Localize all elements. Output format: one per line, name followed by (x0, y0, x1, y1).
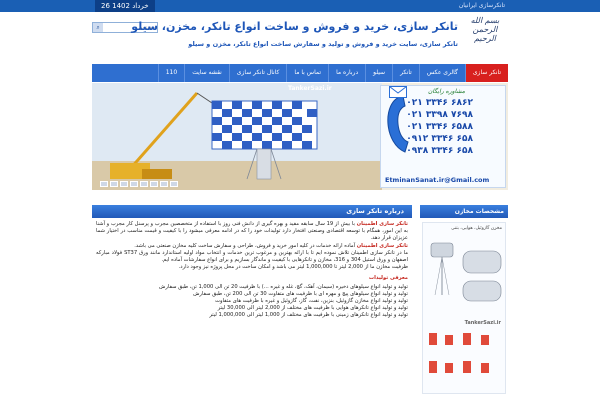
header (92, 14, 508, 66)
top-link[interactable]: تانکرسازی ایرانیان (458, 2, 505, 9)
tank-specs-ad[interactable] (422, 222, 506, 394)
slide-thumb[interactable] (120, 181, 128, 187)
sidebar-title: مشخصات مخازن (420, 205, 508, 218)
nav-item-contact[interactable]: تماس با ما (286, 64, 328, 82)
ad-heading: مخزن گازوئیل، هوایی، بتنی (451, 226, 502, 231)
search-icon[interactable]: ⌕ (93, 23, 103, 32)
phone-number[interactable]: ۰۹۱۲ ۳۳۴۶ ۶۵۸ (406, 134, 473, 144)
email-address[interactable]: EtminanSanat.ir@Gmail.com (385, 176, 490, 184)
paragraph: ظرفیت مخازن ما از 2,000 لیتر تا 1,000,000 لیتر می باشد و امکان ساخت در محل پروژه نیز وجود دارد. (178, 264, 408, 271)
list-item: تولید و تولید انواع سیلوهای پیچ و مهره ای با ظرفیت های متفاوت 30 تن الی 200 تن، طبق سفارش (193, 290, 408, 297)
nav-item-110[interactable]: 110 (158, 64, 184, 82)
slide-thumb[interactable] (160, 181, 168, 187)
list-item: تولید و تولید انواع مخازن گازوئیل، بنزین، نفت، گاز، گازوئیل و غیره با ظرفیت های متفاوت (215, 298, 408, 305)
nav-item-tanker[interactable]: تانکر (392, 64, 419, 82)
main-content (92, 205, 412, 400)
site-subtitle: تانکر سازی، سایت خرید و فروش و تولید و سفارش ساخت انواع تانکر، مخزن و سیلو (188, 40, 458, 48)
phone-list (406, 97, 473, 157)
phone-number[interactable]: ۰۲۱ ۳۳۴۶ ۶۸۶۲ (406, 98, 473, 108)
slide-thumb[interactable] (100, 181, 108, 187)
tank-illustration (423, 223, 506, 394)
nav-item-channel[interactable]: کانال تانکر سازی (229, 64, 287, 82)
nav-item-about[interactable]: درباره ما (328, 64, 365, 82)
section-title: درباره تانکر سازی (92, 205, 412, 218)
slide-thumb[interactable] (140, 181, 148, 187)
top-bar (0, 0, 600, 12)
paragraph-text: با بیش از 19 سال سابقه مفید و بهره گیری از دانش فنی روز با استفاده از متخصصین مجرب و پرسنل کار مجرب و آشنا به این امور، همگام با توسعه اقتصادی وصنعتی افتخار دارد تولیدات خود را که در ادامه معرفی میشود را با کیفیت و قیمت مناسب در اختیار شما عزیزان قرار دهد. (96, 221, 408, 242)
paragraph (96, 221, 408, 243)
ad-brand: TankerSazi.ir (464, 320, 501, 326)
slider-thumbnails (100, 181, 178, 187)
list-title: معرفی تولیدات (368, 275, 408, 282)
date-display: 26 خرداد 1402 (95, 0, 155, 12)
list-item: تولید و تولید انواع تانکرهای هوایی با ظرفیت های مختلف از 2,000 لیتر الی 30,000 لیتر (217, 305, 408, 312)
contact-card (380, 85, 506, 188)
nav-item-silo[interactable]: سیلو (365, 64, 392, 82)
email-icon (389, 86, 407, 98)
banner-slider (92, 83, 508, 190)
site-title[interactable]: تانکر سازی، خرید و فروش و ساخت انواع تانکر، مخزن، سیلو (131, 20, 458, 33)
paragraph-text: آماده ارائه خدمات در کلیه امور خرید و فروش، طراحی و سفارش ساخت کلیه مخازن صنعتی می باشد. (134, 242, 356, 249)
product-list (96, 284, 408, 320)
nav-item-gallery[interactable]: گالری عکس (419, 64, 465, 82)
main-nav (92, 64, 508, 82)
phone-icon (381, 92, 411, 156)
nav-item-tanker-sazi[interactable]: تانکر سازی (465, 64, 508, 82)
slide-thumb[interactable] (150, 181, 158, 187)
slide-thumb[interactable] (130, 181, 138, 187)
slide-thumb[interactable] (170, 181, 178, 187)
phone-number[interactable]: ۰۲۱ ۳۳۴۶ ۶۵۸۸ (406, 122, 473, 132)
phone-number[interactable]: ۰۲۱ ۳۳۹۸ ۷۶۹۸ (406, 110, 473, 120)
calligraphy-logo: بسم الله الرحمن الرحیم (470, 16, 500, 43)
paragraph: ما در تانکر سازی اطمینان تلاش نموده ایم تا با ارائه بهترین و مرغوب ترین خدمات و انتخاب مواد اولیه استاندارد مانند ورق ST37 فولاد مبارکه اصفهان و ورق استیل 304 و 316، مخازن و تانکرهایی با کیفیت و ماندگار بسازیم و برای انواع سفارشات آماده ایم. (96, 249, 408, 264)
brand-label: تانکر سازی اطمینان (356, 242, 408, 249)
slide-thumb[interactable] (110, 181, 118, 187)
paragraph (96, 243, 408, 250)
list-item: تولید و تولید انواع سیلوهای ذخیره (سیمان، آهک، گچ، غله و غیره ...) با ظرفیت 20 تن الی 1,000 تن، طبق سفارش (159, 283, 408, 290)
list-item: تولید و تولید انواع تانکرهای زمینی با ظرفیت های مختلف از 1,000 لیتر الی 1,000,000 لیتر (209, 312, 408, 319)
nav-item-sitemap[interactable]: نقشه سایت (184, 64, 229, 82)
phone-number[interactable]: ۰۹۳۸ ۳۳۴۶ ۶۵۸ (406, 146, 473, 156)
banner-watermark: TankerSazi.ir (288, 85, 332, 92)
article-body (92, 218, 412, 323)
consult-label: مشاوره رایگان (427, 88, 465, 95)
sidebar (420, 205, 508, 400)
brand-label: تانکر سازی اطمینان (356, 221, 409, 227)
